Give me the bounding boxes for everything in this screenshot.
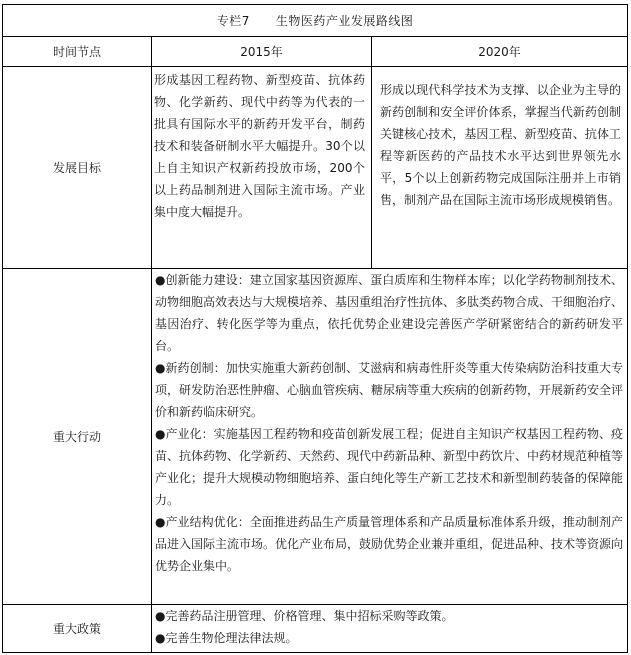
title-text: 生物医药产业发展路线图	[275, 14, 414, 28]
roadmap-table	[2, 4, 628, 653]
actions-label: 重大行动	[3, 269, 152, 605]
policies-cell	[152, 605, 628, 653]
header-2020: 2020年	[372, 37, 628, 67]
action-item-innovation: ●创新能力建设：建立国家基因资源库、蛋白质库和生物样本库；以化学药物制剂技术、动物细胞高效表达与大规模培养、基因重组治疗性抗体、多肽类药物合成、干细胞治疗、基因治疗、转化医学等为重点，依托优势企业建设完善医产学研紧密结合的新药研发平台。	[155, 273, 624, 353]
goals-row	[3, 67, 628, 269]
policy-item-bioethics: ●完善生物伦理法律法规。	[155, 631, 298, 645]
policy-item-registration: ●完善药品注册管理、价格管理、集中招标采购等政策。	[155, 609, 454, 623]
actions-row	[3, 269, 628, 605]
header-2015: 2015年	[152, 37, 372, 67]
action-item-new-drugs: ●新药创制：加快实施重大新药创制、艾滋病和病毒性肝炎等重大传染病防治科技重大专项，研发防治恶性肿瘤、心脑血管疾病、糖尿病等重大疾病的创新药物，开展新药安全评价和新药临床研究。	[155, 361, 624, 419]
policies-row	[3, 605, 628, 653]
goals-label: 发展目标	[3, 67, 152, 269]
table-title	[3, 5, 628, 37]
header-node: 时间节点	[3, 37, 152, 67]
goals-2020-cell	[372, 67, 628, 269]
title-row	[3, 5, 628, 37]
goals-2020-text: 形成以现代科学技术为支撑、以企业为主导的新药创制和安全评价体系，掌握当代新药创制关键核心技术，基因工程、新型疫苗、抗体工程等新医药的产品技术水平达到世界领先水平，5个以上创新药物完成国际注册并上市销售，制剂产品在国际主流市场形成规模销售。	[380, 83, 622, 207]
header-row	[3, 37, 628, 67]
policies-label: 重大政策	[3, 605, 152, 653]
actions-cell	[152, 269, 628, 605]
action-item-industrialization: ●产业化：实施基因工程药物和疫苗创新发展工程；促进自主知识产权基因工程药物、疫苗、抗体药物、化学新药、天然药、现代中药新品种、新型中药饮片、中药材规范种植等产业化；提升大规模动物细胞培养、蛋白纯化等生产新工艺技术和新型制药装备的保障能力。	[155, 427, 624, 507]
action-item-structure: ●产业结构优化：全面推进药品生产质量管理体系和产品质量标准体系升级，推动制剂产品进入国际主流市场。优化产业布局，鼓励优势企业兼并重组，促进品种、技术等资源向优势企业集中。	[155, 515, 624, 573]
title-label: 专栏7	[216, 14, 250, 28]
goals-2015-cell	[152, 67, 372, 269]
goals-2015-text: 形成基因工程药物、新型疫苗、抗体药物、化学新药、现代中药等为代表的一批具有国际水平的新药开发平台，制药技术和装备研制水平大幅提升。30个以上自主知识产权新药投放市场，200个以上药品制剂进入国际主流市场。产业集中度大幅提升。	[154, 73, 365, 219]
